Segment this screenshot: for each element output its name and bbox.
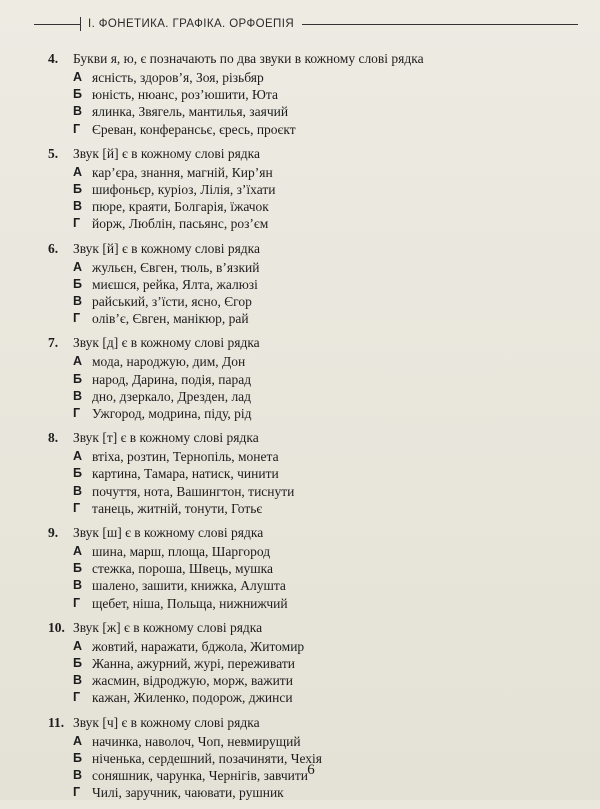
option-text: картина, Тамара, натиск, чинити bbox=[92, 466, 279, 482]
option-text: юність, нюанс, роз’юшити, Юта bbox=[92, 87, 278, 103]
option-letter: Г bbox=[73, 311, 81, 326]
option-letter: Г bbox=[73, 785, 81, 800]
option-text: Жанна, ажурний, журі, переживати bbox=[92, 656, 295, 672]
answer-option bbox=[48, 310, 570, 327]
answer-option bbox=[48, 121, 570, 138]
task-question bbox=[48, 429, 570, 446]
answer-option bbox=[48, 371, 570, 388]
option-letter: Г bbox=[73, 595, 81, 610]
option-text: начинка, наволоч, Чоп, невмирущий bbox=[92, 733, 301, 749]
option-letter: А bbox=[73, 164, 83, 179]
task-question bbox=[48, 524, 570, 541]
answer-option bbox=[48, 181, 570, 198]
option-text: шалено, зашити, книжка, Алушта bbox=[92, 578, 286, 594]
option-text: щебет, ніша, Польща, нижнижчий bbox=[92, 595, 288, 611]
option-text: ніченька, сердешний, позачиняти, Чехія bbox=[92, 750, 323, 766]
header-rule-left bbox=[34, 24, 80, 25]
option-letter: Б bbox=[73, 276, 82, 291]
task-item bbox=[48, 50, 570, 138]
option-text: райський, з’їсти, ясно, Єгор bbox=[92, 294, 252, 310]
option-text: Чилі, заручник, чаювати, рушник bbox=[92, 785, 284, 801]
option-letter: Б bbox=[73, 182, 82, 197]
option-letter: Б bbox=[73, 371, 82, 386]
task-item bbox=[48, 145, 570, 233]
answer-option bbox=[48, 388, 570, 405]
option-letter: Г bbox=[73, 690, 81, 705]
option-letter: В bbox=[73, 673, 83, 688]
option-text: кажан, Жиленко, подорож, джинси bbox=[92, 690, 293, 706]
option-letter: Г bbox=[73, 121, 81, 136]
task-number: 10. bbox=[48, 619, 65, 635]
option-text: стежка, пороша, Швець, мушка bbox=[92, 561, 273, 577]
answer-option bbox=[48, 276, 570, 293]
option-letter: В bbox=[73, 388, 83, 403]
answer-option bbox=[48, 69, 570, 86]
task-number: 6. bbox=[48, 240, 59, 256]
task-stem: Звук [д] є в кожному слові рядка bbox=[73, 335, 260, 351]
page-number: 6 bbox=[307, 762, 315, 778]
option-text: олів’є, Євген, манікюр, рай bbox=[92, 311, 249, 327]
option-letter: Б bbox=[73, 87, 82, 102]
answer-option bbox=[48, 560, 570, 577]
answer-option bbox=[48, 405, 570, 422]
section-title: І. ФОНЕТИКА. ГРАФІКА. ОРФОЕПІЯ bbox=[88, 18, 295, 30]
answer-option bbox=[48, 543, 570, 560]
running-header bbox=[34, 14, 578, 34]
answer-option bbox=[48, 86, 570, 103]
option-text: кар’єра, знання, магній, Кир’ян bbox=[92, 164, 273, 180]
option-letter: А bbox=[73, 638, 83, 653]
option-letter: А bbox=[73, 259, 83, 274]
option-letter: А bbox=[73, 733, 83, 748]
answer-option bbox=[48, 672, 570, 689]
option-letter: Г bbox=[73, 216, 81, 231]
option-text: танець, житній, тонути, Готьє bbox=[92, 500, 263, 516]
option-text: ялинка, Звягель, мантилья, заячий bbox=[92, 104, 289, 120]
option-letter: Б bbox=[73, 750, 82, 765]
header-rule-right bbox=[302, 24, 578, 25]
task-number: 11. bbox=[48, 714, 65, 730]
option-letter: Г bbox=[73, 406, 81, 421]
option-text: шина, марш, площа, Шаргород bbox=[92, 544, 271, 560]
answer-option bbox=[48, 448, 570, 465]
task-number: 4. bbox=[48, 51, 59, 66]
task-number: 5. bbox=[48, 145, 59, 161]
answer-option bbox=[48, 638, 570, 655]
task-item bbox=[48, 334, 570, 422]
task-item bbox=[48, 240, 570, 328]
answer-option bbox=[48, 353, 570, 370]
answer-option bbox=[48, 198, 570, 215]
option-text: жовтий, наражати, бджола, Житомир bbox=[92, 638, 305, 654]
option-text: Ужгород, модрина, піду, рід bbox=[92, 406, 252, 422]
option-text: ясність, здоров’я, Зоя, різьбяр bbox=[92, 70, 264, 85]
option-letter: Б bbox=[73, 656, 82, 671]
task-item bbox=[48, 524, 570, 612]
task-item bbox=[48, 619, 570, 707]
option-text: втіха, розтин, Тернопіль, монета bbox=[92, 449, 279, 465]
task-item bbox=[48, 714, 570, 802]
option-text: Єреван, конферансьє, єресь, проєкт bbox=[92, 121, 296, 137]
task-stem: Звук [ж] є в кожному слові рядка bbox=[73, 619, 263, 635]
option-letter: В bbox=[73, 483, 83, 498]
answer-option bbox=[48, 465, 570, 482]
answer-option bbox=[48, 293, 570, 310]
task-stem: Звук [ч] є в кожному слові рядка bbox=[73, 714, 260, 730]
task-question bbox=[48, 334, 570, 351]
task-stem: Звук [й] є в кожному слові рядка bbox=[73, 240, 261, 256]
answer-option bbox=[48, 577, 570, 594]
option-letter: А bbox=[73, 70, 83, 84]
answer-option bbox=[48, 259, 570, 276]
task-question bbox=[48, 145, 570, 162]
answer-option bbox=[48, 784, 570, 801]
option-text: жульєн, Євген, тюль, в’язкий bbox=[92, 259, 260, 275]
option-letter: В bbox=[73, 294, 83, 309]
task-question bbox=[48, 714, 570, 731]
task-stem: Букви я, ю, є позначають по два звуки в кожному слові рядка bbox=[73, 51, 424, 66]
option-letter: В bbox=[73, 104, 83, 119]
option-text: миєшся, рейка, Ялта, жалюзі bbox=[92, 276, 258, 292]
answer-option bbox=[48, 103, 570, 120]
option-text: шифоньєр, куріоз, Лілія, з’їхати bbox=[92, 182, 276, 198]
option-letter: В bbox=[73, 578, 83, 593]
task-question bbox=[48, 50, 570, 67]
option-letter: В bbox=[73, 199, 83, 214]
answer-option bbox=[48, 500, 570, 517]
option-text: соняшник, чарунка, Чернігів, завчити bbox=[92, 768, 308, 784]
option-text: почуття, нота, Вашингтон, тиснути bbox=[92, 483, 295, 499]
answer-option bbox=[48, 164, 570, 181]
task-number: 9. bbox=[48, 525, 59, 541]
task-list bbox=[48, 50, 570, 809]
task-item bbox=[48, 429, 570, 517]
option-letter: Б bbox=[73, 466, 82, 481]
header-separator bbox=[80, 17, 81, 31]
option-text: пюре, краяти, Болгарія, їжачок bbox=[92, 199, 269, 215]
task-stem: Звук [й] є в кожному слові рядка bbox=[73, 145, 261, 161]
option-letter: Г bbox=[73, 500, 81, 515]
task-number: 8. bbox=[48, 430, 59, 446]
answer-option bbox=[48, 655, 570, 672]
answer-option bbox=[48, 733, 570, 750]
task-number: 7. bbox=[48, 335, 59, 351]
option-letter: А bbox=[73, 354, 83, 369]
option-letter: Б bbox=[73, 561, 82, 576]
answer-option bbox=[48, 595, 570, 612]
task-stem: Звук [ш] є в кожному слові рядка bbox=[73, 525, 264, 541]
task-question bbox=[48, 619, 570, 636]
option-text: народ, Дарина, подія, парад bbox=[92, 371, 252, 387]
task-question bbox=[48, 240, 570, 257]
option-text: мода, народжую, дим, Дон bbox=[92, 354, 246, 370]
task-stem: Звук [т] є в кожному слові рядка bbox=[73, 430, 259, 446]
option-letter: В bbox=[73, 768, 83, 783]
option-letter: А bbox=[73, 449, 83, 464]
answer-option bbox=[48, 689, 570, 706]
option-text: жасмин, відроджую, морж, важити bbox=[92, 673, 293, 689]
answer-option bbox=[48, 215, 570, 232]
answer-option bbox=[48, 483, 570, 500]
option-text: йорж, Люблін, пасьянс, роз’єм bbox=[92, 216, 269, 232]
option-letter: А bbox=[73, 544, 83, 559]
option-text: дно, дзеркало, Дрезден, лад bbox=[92, 388, 252, 404]
